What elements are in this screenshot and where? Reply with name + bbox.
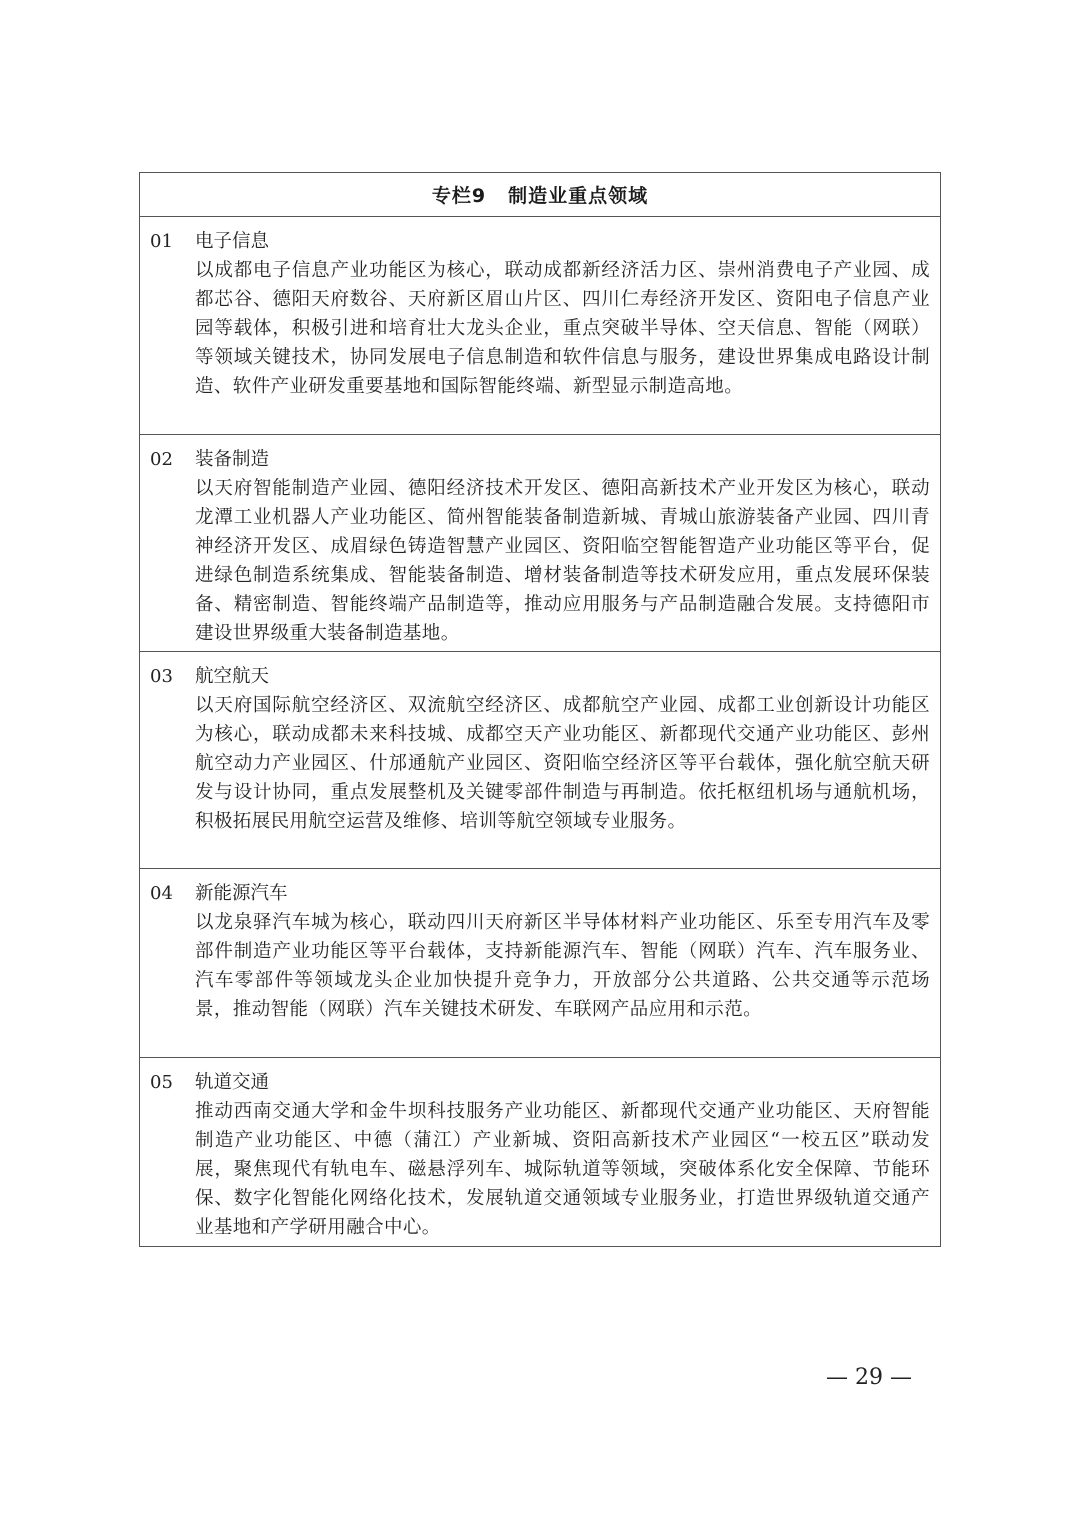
box-title-text: 制造业重点领域 — [508, 185, 649, 207]
section-heading: 轨道交通 — [195, 1072, 270, 1093]
feature-box — [139, 172, 941, 1247]
section-number: 05 — [150, 1072, 173, 1093]
section-number: 04 — [150, 883, 173, 904]
section-03 — [140, 652, 940, 869]
section-01 — [140, 217, 940, 435]
page-number: — 29 — — [826, 1365, 912, 1390]
section-number: 01 — [150, 231, 173, 252]
section-text: 以天府智能制造产业园、德阳经济技术开发区、德阳高新技术产业开发区为核心，联动龙潭工业机器人产业功能区、简州智能装备制造新城、青城山旅游装备产业园、四川青神经济开发区、成眉绿色铸造智慧产业园区、资阳临空智能智造产业功能区等平台，促进绿色制造系统集成、智能装备制造、增材装备制造等技术研发应用，重点发展环保装备、精密制造、智能终端产品制造等，推动应用服务与产品制造融合发展。支持德阳市建设世界级重大装备制造基地。 — [195, 478, 930, 644]
section-heading: 航空航天 — [195, 666, 270, 687]
section-text: 以龙泉驿汽车城为核心，联动四川天府新区半导体材料产业功能区、乐至专用汽车及零部件制造产业功能区等平台载体，支持新能源汽车、智能（网联）汽车、汽车服务业、汽车零部件等领域龙头企业加快提升竞争力，开放部分公共道路、公共交通等示范场景，推动智能（网联）汽车关键技术研发、车联网产品应用和示范。 — [195, 912, 930, 1020]
section-text: 以天府国际航空经济区、双流航空经济区、成都航空产业园、成都工业创新设计功能区为核心，联动成都未来科技城、成都空天产业功能区、新都现代交通产业功能区、彭州航空动力产业园区、什邡通航产业园区、资阳临空经济区等平台载体，强化航空航天研发与设计协同，重点发展整机及关键零部件制造与再制造。依托枢纽机场与通航机场，积极拓展民用航空运营及维修、培训等航空领域专业服务。 — [195, 695, 930, 832]
section-heading: 新能源汽车 — [195, 883, 288, 904]
section-heading: 装备制造 — [195, 449, 270, 470]
section-04 — [140, 869, 940, 1058]
section-05 — [140, 1058, 940, 1246]
section-number: 03 — [150, 666, 173, 687]
box-label: 专栏9 — [431, 185, 487, 207]
section-text: 以成都电子信息产业功能区为核心，联动成都新经济活力区、崇州消费电子产业园、成都芯谷、德阳天府数谷、天府新区眉山片区、四川仁寿经济开发区、资阳电子信息产业园等载体，积极引进和培育壮大龙头企业，重点突破半导体、空天信息、智能（网联）等领域关键技术，协同发展电子信息制造和软件信息与服务，建设世界集成电路设计制造、软件产业研发重要基地和国际智能终端、新型显示制造高地。 — [195, 260, 930, 397]
box-title — [140, 173, 940, 217]
section-number: 02 — [150, 449, 173, 470]
section-text: 推动西南交通大学和金牛坝科技服务产业功能区、新都现代交通产业功能区、天府智能制造产业功能区、中德（蒲江）产业新城、资阳高新技术产业园区“一校五区”联动发展，聚焦现代有轨电车、磁悬浮列车、城际轨道等领域，突破体系化安全保障、节能环保、数字化智能化网络化技术，发展轨道交通领域专业服务业，打造世界级轨道交通产业基地和产学研用融合中心。 — [195, 1101, 930, 1238]
section-heading: 电子信息 — [195, 231, 270, 252]
section-02 — [140, 435, 940, 652]
